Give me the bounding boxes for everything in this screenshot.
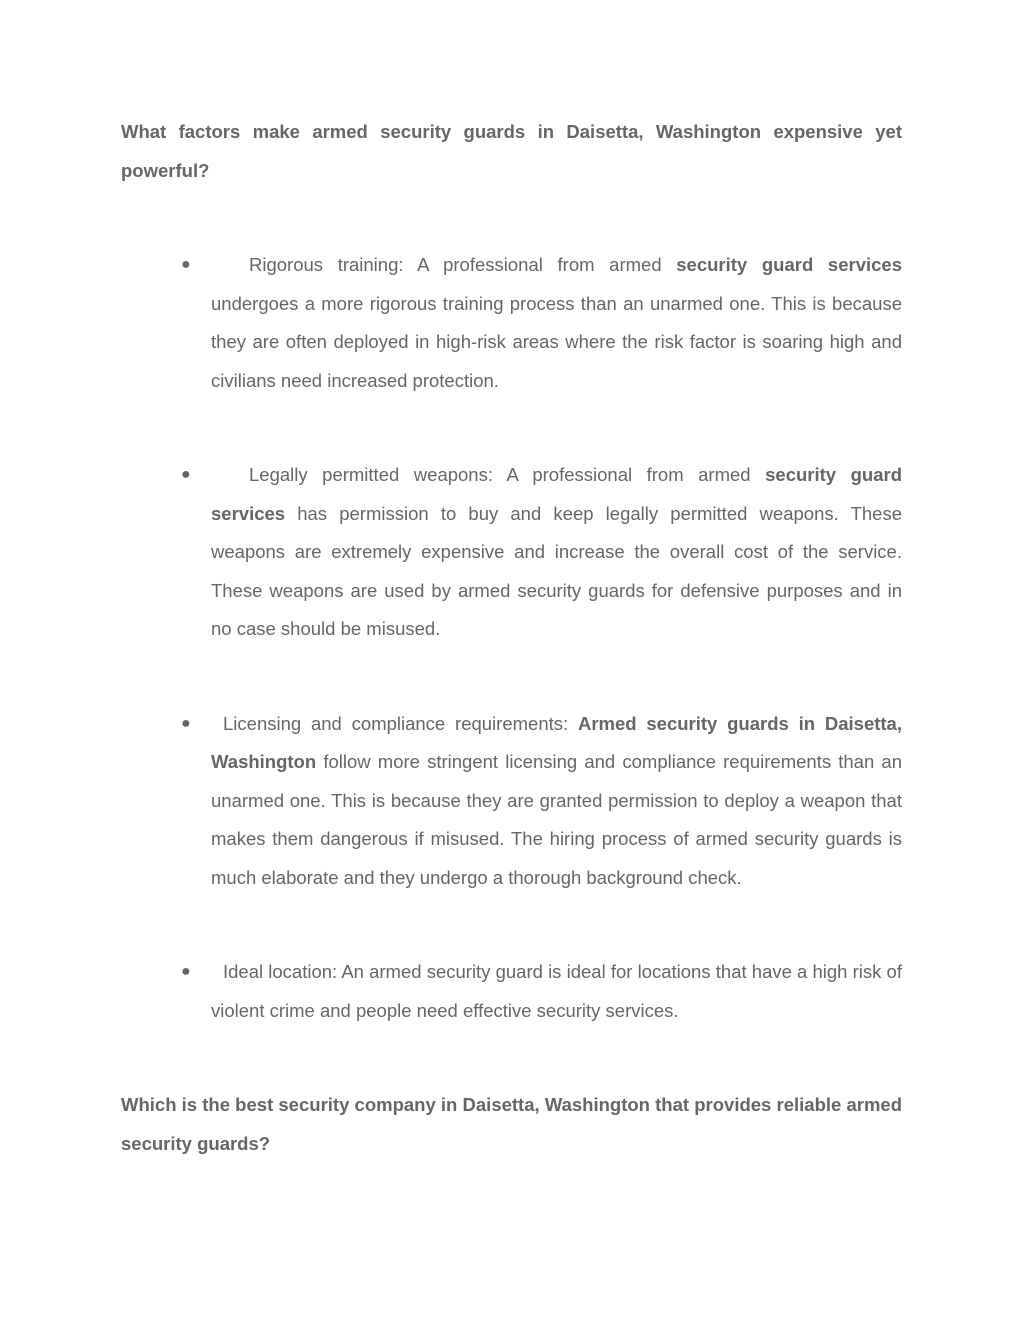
- list-item-intro: Licensing and compliance requirements:: [223, 712, 578, 734]
- list-item: [121, 953, 902, 1030]
- list-item-text: undergoes a more rigorous training process than an unarmed one. This is because they are often deployed in high-risk areas where the risk factor is soaring high and civilians need increased protection.: [211, 292, 902, 391]
- list-item-bold-phrase: security guard services: [211, 464, 902, 524]
- list-item: [121, 456, 902, 649]
- list-item-text: follow more stringent licensing and compliance requirements than an unarmed one. This is because they are granted permission to deploy a weapon that makes them dangerous if misused. The hiring process of armed security guards is much elaborate and they undergo a thorough background check.: [211, 751, 902, 888]
- section-heading: What factors make armed security guards in Daisetta, Washington expensive yet powerful?: [121, 121, 902, 181]
- bullet-dot-icon: ●: [181, 256, 191, 273]
- document-page: [121, 113, 902, 1163]
- list-item-bold-phrase: Armed security guards in Daisetta, Washington: [211, 712, 902, 772]
- list-item: [121, 705, 902, 898]
- bullet-dot-icon: ●: [181, 714, 191, 732]
- bullet-dot-icon: ●: [181, 963, 191, 980]
- list-item-text: has permission to buy and keep legally permitted weapons. These weapons are extremely expensive and increase the overall cost of the service. These weapons are used by armed security guards for defensive purposes and in no case should be misused.: [211, 502, 902, 639]
- list-item: [121, 246, 902, 400]
- list-item-intro: Legally permitted weapons: A professional from armed: [249, 464, 766, 485]
- factor-list: [121, 246, 902, 1030]
- bullet-dot-icon: ●: [181, 466, 191, 483]
- list-item-intro: Ideal location: An armed security guard is ideal for locations that have a high risk of violent crime and people need effective security services.: [211, 961, 902, 1021]
- list-item-intro: Rigorous training: A professional from armed: [249, 254, 677, 275]
- section-heading: Which is the best security company in Daisetta, Washington that provides reliable armed security guards?: [121, 1094, 902, 1154]
- list-item-bold-phrase: security guard services: [676, 254, 902, 275]
